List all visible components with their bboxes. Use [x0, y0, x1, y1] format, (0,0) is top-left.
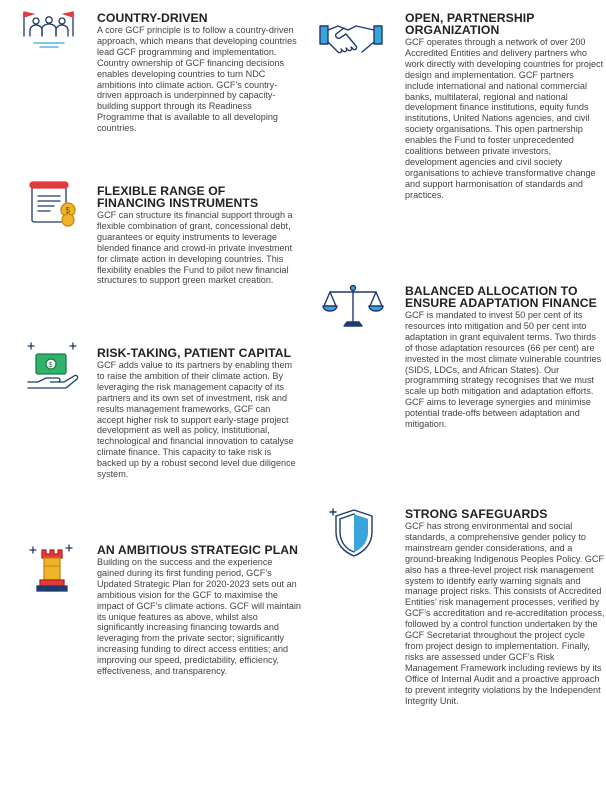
section-body: GCF adds value to its partners by enabling them to raise the ambition of their climate action. By leveraging the risk management capacity of its partners and its own set of investment, risk and results management frameworks, GCF can accept higher risk to support early-stage project development as well as policy, institutional, technological and financial innovation to catalyse climate finance. This capacity to take risk is backed up by a robust second level due diligence system.: [97, 360, 296, 480]
section-body: A core GCF principle is to follow a country-driven approach, which means that developing countries lead GCF programming and implementation. Country ownership of GCF financing decisions enables developing countries to turn NDC ambitions into climate action. GCF’s country-driven approach is underpinned by capacity-building support through its Readiness Programme that is available to all developing countries.: [97, 25, 297, 134]
section-title: OPEN, PARTNERSHIP ORGANIZATION: [405, 11, 535, 37]
shield-icon: [328, 504, 380, 560]
section-title: STRONG SAFEGUARDS: [405, 507, 548, 521]
section-body: GCF operates through a network of over 200 Accredited Entities and delivery partners who work directly with developing countries for project design and implementation. GCF partners include international and national commercial banks, multilateral, regional and national development finance institutions, equity funds institutions, United Nations agencies, and civil society organisations. This open partnership enables the Fund to foster unprecedented coalitions between private investors, development agencies and civil society organisations to achieve transformative change and support harmonisation of standards and practices.: [405, 37, 604, 200]
team-flags-icon: [18, 8, 80, 52]
svg-text:$: $: [48, 362, 53, 369]
contract-coins-icon: [28, 180, 80, 228]
section-body: Building on the success and the experience gained during its first funding period, GCF’s Updated Strategic Plan for 2020-2023 sets out an ambitious vision for the GCF to maximise the impact of GCF’s climate actions. GCF will maintain its unique features as above, whilst also significantly increasing financing towards and leveraging from the private sector; significantly increasing funding to direct access entities; and improving our speed, predictability, efficiency, effectiveness, and transparency.: [97, 557, 301, 677]
balance-scale-icon: [322, 282, 384, 330]
section-title: AN AMBITIOUS STRATEGIC PLAN: [97, 543, 299, 557]
svg-text:$: $: [65, 206, 70, 215]
section-body: GCF is mandated to invest 50 per cent of its resources into mitigation and 50 per cent into adaptation in grant equivalent terms. Two thirds of those adaptation resources (66 per cent) are invested in the most climate vulnerable countries (SIDS, LDCs, and African States). Our programming strategy recognises that we must scale up both mitigation and adaptation efforts. GCF aims to leverage synergies and minimise potential trade-offs between adaptation and mitigation.: [405, 310, 602, 430]
section-title: COUNTRY-DRIVEN: [97, 11, 208, 25]
section-title: RISK-TAKING, PATIENT CAPITAL: [97, 346, 292, 360]
chess-rook-icon: [26, 542, 78, 596]
money-hand-icon: [24, 342, 84, 392]
section-body: GCF can structure its financial support through a flexible combination of grant, concessional debt, guarantees or equity instruments to leverage blended finance and crowd-in private investment for climate action in developing countries. This flexibility enables the Fund to pilot new financial structures to support green market creation.: [97, 210, 293, 286]
section-title: FLEXIBLE RANGE OF FINANCING INSTRUMENTS: [97, 184, 259, 210]
section-title: BALANCED ALLOCATION TO ENSURE ADAPTATION FINANCE: [405, 284, 597, 310]
section-body: GCF has strong environmental and social standards, a comprehensive gender policy to mainstream gender considerations, and a ground-breaking Indigenous Peoples Policy. GCF also has a three-level project risk management system to identify early warning signals and manage project risks. This consists of Accredited Entities’ risk management processes, verified by GCF’s accreditation and re-accreditation process, followed by a control function undertaken by the GCF Secretariat throughout the project cycle from project design to implementation. Finally, risks are assessed under GCF’s Risk Management Framework including reviews by its Office of Internal Audit and a proactive approach to prevent integrity violations by the Independent Integrity Unit.: [405, 521, 605, 706]
handshake-icon: [318, 16, 384, 62]
